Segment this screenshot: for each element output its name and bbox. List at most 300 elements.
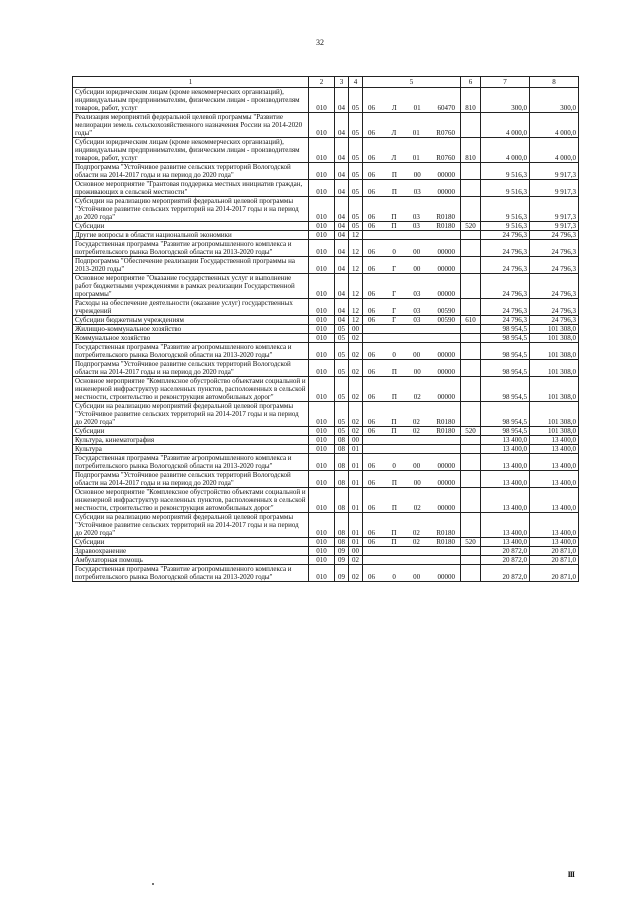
subprogram-code: Г bbox=[392, 290, 397, 298]
target-article-code bbox=[363, 231, 461, 240]
program-code: 06 bbox=[368, 188, 375, 196]
amount-col-8: 13 400,0 bbox=[530, 454, 579, 471]
program-code: 06 bbox=[368, 154, 375, 162]
direction-code: R0180 bbox=[436, 427, 455, 435]
section-code: 04 bbox=[335, 197, 349, 222]
program-code: 06 bbox=[368, 104, 375, 112]
section-code: 04 bbox=[335, 316, 349, 325]
header-cell: 1 bbox=[73, 77, 309, 88]
subprogram-code: Г bbox=[392, 316, 397, 324]
direction-code: 00000 bbox=[437, 368, 455, 376]
table-row bbox=[73, 402, 579, 427]
target-article-code bbox=[363, 299, 461, 316]
measure-code: 03 bbox=[412, 222, 420, 230]
ministry-code: 010 bbox=[309, 163, 335, 180]
program-code: 06 bbox=[368, 290, 375, 298]
section-code: 04 bbox=[335, 257, 349, 274]
expense-type-code: 520 bbox=[461, 427, 481, 436]
measure-code: 03 bbox=[413, 188, 421, 196]
direction-code: R0760 bbox=[436, 129, 455, 137]
ministry-code: 010 bbox=[309, 257, 335, 274]
measure-code: 00 bbox=[413, 368, 421, 376]
target-article-parts bbox=[365, 104, 458, 112]
expense-type-code bbox=[461, 334, 481, 343]
ministry-code: 010 bbox=[309, 138, 335, 163]
header-cell: 7 bbox=[481, 77, 530, 88]
row-name: Реализация мероприятий федеральной целевой программы "Развитие мелиорации земель сельскохозяйственного назначения России на 2014-2020 годы" bbox=[73, 113, 309, 138]
section-code: 05 bbox=[335, 427, 349, 436]
target-article-code bbox=[363, 436, 461, 445]
subprogram-code: Г bbox=[392, 307, 397, 315]
subsection-code: 01 bbox=[349, 445, 363, 454]
direction-code: R0760 bbox=[436, 154, 455, 162]
direction-code: R0180 bbox=[436, 213, 455, 221]
section-code: 08 bbox=[335, 454, 349, 471]
table-row bbox=[73, 436, 579, 445]
expense-type-code bbox=[461, 513, 481, 538]
row-name: Основное мероприятие "Комплексное обустройство объектами социальной и инженерной инфраструктур населенных пунктов, расположенных в сельской местности, строительство и реконструкция автомобильных дорог" bbox=[73, 488, 309, 513]
amount-col-8: 24 796,3 bbox=[530, 299, 579, 316]
expense-type-code bbox=[461, 240, 481, 257]
subsection-code: 05 bbox=[349, 113, 363, 138]
amount-col-7: 24 796,3 bbox=[481, 240, 530, 257]
target-article-code bbox=[363, 547, 461, 556]
table-row bbox=[73, 513, 579, 538]
ministry-code: 010 bbox=[309, 547, 335, 556]
table-row bbox=[73, 445, 579, 454]
subprogram-code: П bbox=[391, 479, 397, 487]
ministry-code: 010 bbox=[309, 240, 335, 257]
subprogram-code: П bbox=[391, 427, 397, 435]
subsection-code: 02 bbox=[349, 377, 363, 402]
direction-code: 00000 bbox=[437, 573, 455, 581]
amount-col-7: 13 400,0 bbox=[481, 513, 530, 538]
subsection-code: 02 bbox=[349, 334, 363, 343]
table-row bbox=[73, 88, 579, 113]
section-code: 05 bbox=[335, 343, 349, 360]
target-article-code bbox=[363, 513, 461, 538]
amount-col-7: 24 796,3 bbox=[481, 257, 530, 274]
program-code: 06 bbox=[368, 418, 375, 426]
section-code: 08 bbox=[335, 471, 349, 488]
subprogram-code: П bbox=[391, 368, 397, 376]
table-row bbox=[73, 231, 579, 240]
target-article-parts bbox=[365, 368, 458, 376]
target-article-code bbox=[363, 274, 461, 299]
target-article-parts bbox=[365, 393, 458, 401]
table-row bbox=[73, 163, 579, 180]
amount-col-7: 98 954,5 bbox=[481, 360, 530, 377]
target-article-code bbox=[363, 316, 461, 325]
amount-col-7: 98 954,5 bbox=[481, 377, 530, 402]
amount-col-8: 9 917,3 bbox=[530, 180, 579, 197]
target-article-parts bbox=[365, 418, 458, 426]
section-code: 05 bbox=[335, 377, 349, 402]
amount-col-7: 9 516,3 bbox=[481, 180, 530, 197]
table-row bbox=[73, 427, 579, 436]
row-name: Другие вопросы в области национальной экономики bbox=[73, 231, 309, 240]
ministry-code: 010 bbox=[309, 436, 335, 445]
table-row bbox=[73, 360, 579, 377]
table-row bbox=[73, 488, 579, 513]
target-article-code bbox=[363, 427, 461, 436]
program-code: 06 bbox=[368, 427, 375, 435]
target-article-parts bbox=[365, 154, 458, 162]
amount-col-8: 20 871,0 bbox=[530, 565, 579, 582]
section-code: 05 bbox=[335, 402, 349, 427]
ministry-code: 010 bbox=[309, 427, 335, 436]
table-row bbox=[73, 138, 579, 163]
amount-col-8: 13 400,0 bbox=[530, 445, 579, 454]
amount-col-8: 101 308,0 bbox=[530, 360, 579, 377]
budget-table bbox=[72, 76, 579, 582]
target-article-parts bbox=[365, 351, 458, 359]
target-article-parts bbox=[365, 307, 458, 315]
expense-type-code bbox=[461, 257, 481, 274]
row-name: Субсидии bbox=[73, 427, 309, 436]
target-article-code bbox=[363, 343, 461, 360]
row-name: Здравоохранение bbox=[73, 547, 309, 556]
subprogram-code: П bbox=[391, 504, 397, 512]
program-code: 06 bbox=[368, 573, 375, 581]
target-article-code bbox=[363, 488, 461, 513]
ministry-code: 010 bbox=[309, 556, 335, 565]
measure-code: 02 bbox=[413, 393, 421, 401]
ministry-code: 010 bbox=[309, 299, 335, 316]
measure-code: 00 bbox=[413, 248, 421, 256]
amount-col-7: 9 516,3 bbox=[481, 222, 530, 231]
program-code: 06 bbox=[368, 538, 375, 546]
amount-col-7: 13 400,0 bbox=[481, 538, 530, 547]
subsection-code: 00 bbox=[349, 325, 363, 334]
amount-col-8: 13 400,0 bbox=[530, 471, 579, 488]
measure-code: 01 bbox=[412, 129, 420, 137]
amount-col-7: 98 954,5 bbox=[481, 325, 530, 334]
target-article-code bbox=[363, 377, 461, 402]
header-cell: 2 bbox=[309, 77, 335, 88]
section-code: 09 bbox=[335, 547, 349, 556]
amount-col-8: 101 308,0 bbox=[530, 377, 579, 402]
amount-col-7: 20 872,0 bbox=[481, 565, 530, 582]
section-code: 08 bbox=[335, 538, 349, 547]
expense-type-code: 610 bbox=[461, 316, 481, 325]
amount-col-7: 98 954,5 bbox=[481, 427, 530, 436]
amount-col-7: 24 796,3 bbox=[481, 316, 530, 325]
table-row bbox=[73, 343, 579, 360]
direction-code: 00000 bbox=[437, 351, 455, 359]
section-code: 08 bbox=[335, 513, 349, 538]
subprogram-code: Л bbox=[391, 129, 397, 137]
section-code: 04 bbox=[335, 222, 349, 231]
amount-col-7: 24 796,3 bbox=[481, 274, 530, 299]
target-article-code bbox=[363, 538, 461, 547]
header-cell: 4 bbox=[349, 77, 363, 88]
subprogram-code: П bbox=[391, 188, 397, 196]
ministry-code: 010 bbox=[309, 454, 335, 471]
amount-col-8: 13 400,0 bbox=[530, 538, 579, 547]
table-row bbox=[73, 240, 579, 257]
subsection-code: 12 bbox=[349, 240, 363, 257]
subprogram-code: 0 bbox=[392, 573, 396, 581]
amount-col-7: 13 400,0 bbox=[481, 471, 530, 488]
table-row bbox=[73, 565, 579, 582]
amount-col-8: 101 308,0 bbox=[530, 402, 579, 427]
target-article-parts bbox=[365, 529, 458, 537]
program-code: 06 bbox=[368, 307, 375, 315]
table-row bbox=[73, 325, 579, 334]
subprogram-code: П bbox=[391, 171, 397, 179]
row-name: Субсидии bbox=[73, 222, 309, 231]
amount-col-8: 4 000,0 bbox=[530, 138, 579, 163]
row-name: Подпрограмма "Устойчивое развитие сельских территорий Вологодской области на 2014-2017 годы и на период до 2020 года" bbox=[73, 360, 309, 377]
program-code: 06 bbox=[368, 213, 375, 221]
amount-col-8: 24 796,3 bbox=[530, 316, 579, 325]
row-name: Подпрограмма "Устойчивое развитие сельских территорий Вологодской области на 2014-2017 годы и на период до 2020 года" bbox=[73, 471, 309, 488]
header-cell: 5 bbox=[363, 77, 461, 88]
expense-type-code bbox=[461, 163, 481, 180]
amount-col-8: 13 400,0 bbox=[530, 513, 579, 538]
section-code: 08 bbox=[335, 445, 349, 454]
ministry-code: 010 bbox=[309, 445, 335, 454]
amount-col-8: 24 796,3 bbox=[530, 274, 579, 299]
program-code: 06 bbox=[368, 368, 375, 376]
amount-col-8: 9 917,3 bbox=[530, 163, 579, 180]
row-name: Коммунальное хозяйство bbox=[73, 334, 309, 343]
ministry-code: 010 bbox=[309, 360, 335, 377]
amount-col-7: 13 400,0 bbox=[481, 454, 530, 471]
row-name: Государственная программа "Развитие агропромышленного комплекса и потребительского рынка Вологодской области на 2013-2020 годы" bbox=[73, 565, 309, 582]
expense-type-code bbox=[461, 325, 481, 334]
amount-col-8: 101 308,0 bbox=[530, 325, 579, 334]
table-row bbox=[73, 454, 579, 471]
amount-col-7: 24 796,3 bbox=[481, 299, 530, 316]
section-code: 04 bbox=[335, 138, 349, 163]
direction-code: R0180 bbox=[436, 418, 455, 426]
ministry-code: 010 bbox=[309, 343, 335, 360]
measure-code: 03 bbox=[413, 316, 421, 324]
scan-speck bbox=[152, 883, 154, 885]
subsection-code: 05 bbox=[349, 138, 363, 163]
amount-col-8: 300,0 bbox=[530, 88, 579, 113]
subprogram-code: Л bbox=[391, 154, 397, 162]
measure-code: 01 bbox=[412, 154, 420, 162]
ministry-code: 010 bbox=[309, 334, 335, 343]
subsection-code: 01 bbox=[349, 454, 363, 471]
section-code: 04 bbox=[335, 163, 349, 180]
ministry-code: 010 bbox=[309, 316, 335, 325]
expense-type-code bbox=[461, 180, 481, 197]
direction-code: 00000 bbox=[437, 188, 455, 196]
direction-code: 00590 bbox=[437, 316, 455, 324]
measure-code: 02 bbox=[412, 538, 420, 546]
amount-col-8: 20 871,0 bbox=[530, 556, 579, 565]
header-cell: 6 bbox=[461, 77, 481, 88]
target-article-parts bbox=[365, 573, 458, 581]
expense-type-code bbox=[461, 274, 481, 299]
row-name: Субсидии юридическим лицам (кроме некоммерческих организаций), индивидуальным предпринимателям, физическим лицам - производителям товаров, работ, услуг bbox=[73, 88, 309, 113]
target-article-code bbox=[363, 471, 461, 488]
subsection-code: 05 bbox=[349, 180, 363, 197]
measure-code: 00 bbox=[413, 171, 421, 179]
table-row bbox=[73, 299, 579, 316]
amount-col-8: 24 796,3 bbox=[530, 257, 579, 274]
program-code: 06 bbox=[368, 316, 375, 324]
subsection-code: 12 bbox=[349, 274, 363, 299]
target-article-code bbox=[363, 113, 461, 138]
row-name: Культура, кинематография bbox=[73, 436, 309, 445]
amount-col-7: 98 954,5 bbox=[481, 334, 530, 343]
row-name: Субсидии бюджетным учреждениям bbox=[73, 316, 309, 325]
subprogram-code: П bbox=[391, 418, 397, 426]
target-article-parts bbox=[365, 222, 458, 230]
subprogram-code: Л bbox=[391, 104, 397, 112]
expense-type-code bbox=[461, 197, 481, 222]
subsection-code: 12 bbox=[349, 316, 363, 325]
page-number: 32 bbox=[316, 38, 324, 47]
header-cell: 8 bbox=[530, 77, 579, 88]
ministry-code: 010 bbox=[309, 402, 335, 427]
amount-col-7: 9 516,3 bbox=[481, 163, 530, 180]
table-row bbox=[73, 547, 579, 556]
row-name: Жилищно-коммунальное хозяйство bbox=[73, 325, 309, 334]
subsection-code: 02 bbox=[349, 360, 363, 377]
target-article-code bbox=[363, 454, 461, 471]
program-code: 06 bbox=[368, 248, 375, 256]
program-code: 06 bbox=[368, 351, 375, 359]
expense-type-code bbox=[461, 565, 481, 582]
target-article-parts bbox=[365, 316, 458, 324]
subsection-code: 05 bbox=[349, 163, 363, 180]
row-name: Государственная программа "Развитие агропромышленного комплекса и потребительского рынка Вологодской области на 2013-2020 годы" bbox=[73, 240, 309, 257]
program-code: 06 bbox=[368, 393, 375, 401]
table-header-row bbox=[73, 77, 579, 88]
section-code: 04 bbox=[335, 180, 349, 197]
row-name: Расходы на обеспечение деятельности (оказание услуг) государственных учреждений bbox=[73, 299, 309, 316]
table-row bbox=[73, 113, 579, 138]
row-name: Основное мероприятие "Оказание государственных услуг и выполнение работ бюджетными учреждениями в рамках реализации Государственной программы" bbox=[73, 274, 309, 299]
measure-code: 02 bbox=[412, 427, 420, 435]
expense-type-code bbox=[461, 445, 481, 454]
amount-col-7: 24 796,3 bbox=[481, 231, 530, 240]
section-code: 04 bbox=[335, 274, 349, 299]
subsection-code: 01 bbox=[349, 513, 363, 538]
program-code: 06 bbox=[368, 265, 375, 273]
program-code: 06 bbox=[368, 479, 375, 487]
direction-code: 00000 bbox=[437, 462, 455, 470]
expense-type-code bbox=[461, 377, 481, 402]
table-row bbox=[73, 471, 579, 488]
header-cell: 3 bbox=[335, 77, 349, 88]
row-name: Культура bbox=[73, 445, 309, 454]
target-article-code bbox=[363, 445, 461, 454]
subsection-code: 00 bbox=[349, 436, 363, 445]
subsection-code: 05 bbox=[349, 88, 363, 113]
program-code: 06 bbox=[368, 222, 375, 230]
subprogram-code: П bbox=[391, 538, 397, 546]
amount-col-7: 4 000,0 bbox=[481, 138, 530, 163]
direction-code: 00590 bbox=[437, 307, 455, 315]
target-article-code bbox=[363, 88, 461, 113]
target-article-parts bbox=[365, 427, 458, 435]
subsection-code: 12 bbox=[349, 299, 363, 316]
expense-type-code bbox=[461, 360, 481, 377]
subsection-code: 02 bbox=[349, 343, 363, 360]
ministry-code: 010 bbox=[309, 377, 335, 402]
subsection-code: 12 bbox=[349, 231, 363, 240]
target-article-parts bbox=[365, 129, 458, 137]
target-article-parts bbox=[365, 479, 458, 487]
ministry-code: 010 bbox=[309, 471, 335, 488]
direction-code: 00000 bbox=[437, 265, 455, 273]
ministry-code: 010 bbox=[309, 231, 335, 240]
target-article-code bbox=[363, 325, 461, 334]
target-article-parts bbox=[365, 248, 458, 256]
amount-col-8: 9 917,3 bbox=[530, 222, 579, 231]
section-code: 05 bbox=[335, 360, 349, 377]
row-name: Подпрограмма "Обеспечение реализации Государственной программы на 2013-2020 годы" bbox=[73, 257, 309, 274]
program-code: 06 bbox=[368, 504, 375, 512]
target-article-code bbox=[363, 138, 461, 163]
amount-col-7: 4 000,0 bbox=[481, 113, 530, 138]
amount-col-7: 98 954,5 bbox=[481, 343, 530, 360]
ministry-code: 010 bbox=[309, 197, 335, 222]
measure-code: 00 bbox=[413, 462, 421, 470]
subprogram-code: П bbox=[391, 529, 397, 537]
subsection-code: 01 bbox=[349, 488, 363, 513]
section-code: 05 bbox=[335, 334, 349, 343]
ministry-code: 010 bbox=[309, 325, 335, 334]
section-code: 05 bbox=[335, 325, 349, 334]
target-article-code bbox=[363, 197, 461, 222]
subsection-code: 12 bbox=[349, 257, 363, 274]
target-article-parts bbox=[365, 462, 458, 470]
row-name: Подпрограмма "Устойчивое развитие сельских территорий Вологодской области на 2014-2017 годы и на период до 2020 года" bbox=[73, 163, 309, 180]
amount-col-8: 13 400,0 bbox=[530, 436, 579, 445]
subsection-code: 05 bbox=[349, 222, 363, 231]
expense-type-code bbox=[461, 343, 481, 360]
expense-type-code: 810 bbox=[461, 138, 481, 163]
row-name: Основное мероприятие "Грантовая поддержка местных инициатив граждан, проживающих в сельской местности" bbox=[73, 180, 309, 197]
measure-code: 02 bbox=[412, 529, 420, 537]
expense-type-code: 520 bbox=[461, 222, 481, 231]
amount-col-7: 13 400,0 bbox=[481, 488, 530, 513]
subprogram-code: 0 bbox=[392, 248, 396, 256]
subprogram-code: П bbox=[391, 393, 397, 401]
measure-code: 00 bbox=[413, 265, 421, 273]
table-row bbox=[73, 538, 579, 547]
measure-code: 00 bbox=[413, 479, 421, 487]
direction-code: 00000 bbox=[437, 248, 455, 256]
ministry-code: 010 bbox=[309, 222, 335, 231]
expense-type-code bbox=[461, 113, 481, 138]
program-code: 06 bbox=[368, 529, 375, 537]
measure-code: 03 bbox=[413, 290, 421, 298]
table-row bbox=[73, 556, 579, 565]
section-code: 08 bbox=[335, 436, 349, 445]
table-row bbox=[73, 377, 579, 402]
amount-col-8: 24 796,3 bbox=[530, 240, 579, 257]
row-name: Государственная программа "Развитие агропромышленного комплекса и потребительского рынка Вологодской области на 2013-2020 годы" bbox=[73, 454, 309, 471]
row-name: Субсидии на реализацию мероприятий федеральной целевой программы "Устойчивое развитие сельских территорий на 2014-2017 годы и на период до 2020 года" bbox=[73, 402, 309, 427]
measure-code: 03 bbox=[413, 307, 421, 315]
program-code: 06 bbox=[368, 462, 375, 470]
target-article-code bbox=[363, 556, 461, 565]
direction-code: 00000 bbox=[437, 504, 455, 512]
direction-code: 00000 bbox=[437, 393, 455, 401]
footer-mark: III bbox=[567, 870, 574, 879]
amount-col-8: 4 000,0 bbox=[530, 113, 579, 138]
measure-code: 02 bbox=[413, 504, 421, 512]
